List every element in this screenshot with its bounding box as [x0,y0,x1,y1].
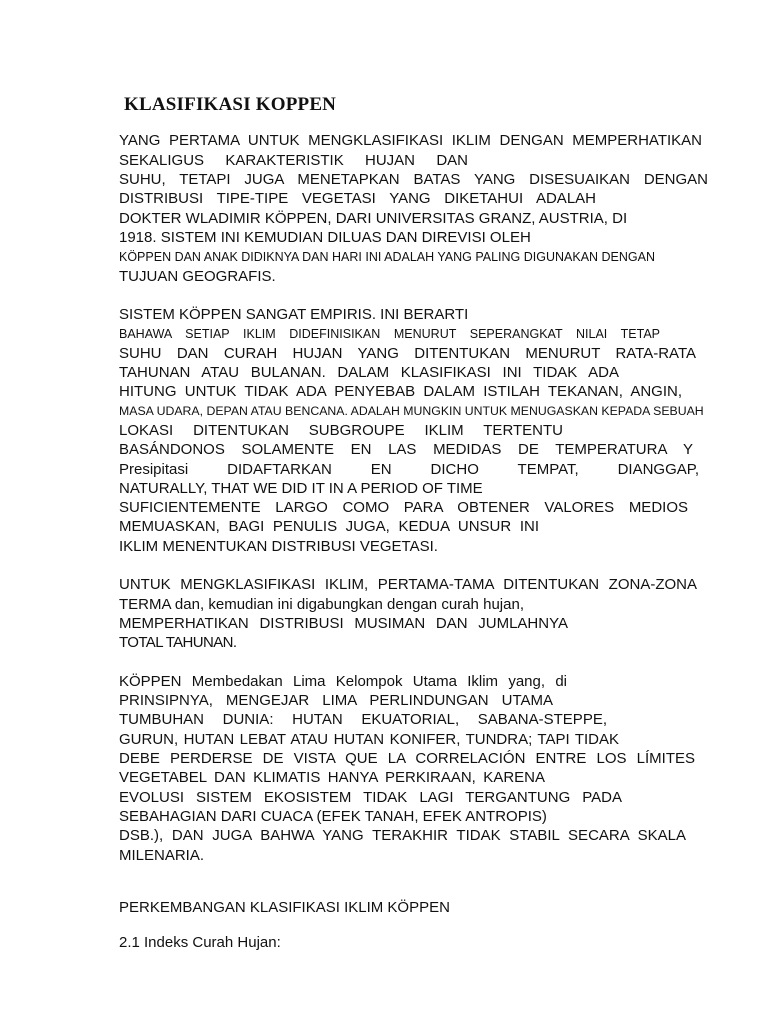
text-line: SUFICIENTEMENTE LARGO COMO PARA OBTENER VALORES MEDIOS [119,499,688,516]
text-line: HITUNG UNTUK TIDAK ADA PENYEBAB DALAM ISTILAH TEKANAN, ANGIN, [119,383,682,400]
text-line: PRINSIPNYA, MENGEJAR LIMA PERLINDUNGAN UTAMA [119,692,553,709]
text-line: MASA UDARA, DEPAN ATAU BENCANA. ADALAH MUNGKIN UNTUK MENUGASKAN KEPADA SEBUAH [119,404,704,418]
text-line: EVOLUSI SISTEM EKOSISTEM TIDAK LAGI TERGANTUNG PADA [119,789,622,806]
text-line: 1918. SISTEM INI KEMUDIAN DILUAS DAN DIREVISI OLEH [119,229,531,246]
text-line: SISTEM KÖPPEN SANGAT EMPIRIS. INI BERARTI [119,306,469,323]
text-line: SUHU DAN CURAH HUJAN YANG DITENTUKAN MENURUT RATA-RATA [119,345,696,362]
subsection-heading: 2.1 Indeks Curah Hujan: [119,934,281,951]
text-line: VEGETABEL DAN KLIMATIS HANYA PERKIRAAN, KARENA [119,769,545,786]
text-line: DISTRIBUSI TIPE-TIPE VEGETASI YANG DIKETAHUI ADALAH [119,190,596,207]
text-line: MEMPERHATIKAN DISTRIBUSI MUSIMAN DAN JUMLAHNYA [119,615,568,632]
text-line: DEBE PERDERSE DE VISTA QUE LA CORRELACIÓN ENTRE LOS LÍMITES [119,750,695,767]
text-line: MILENARIA. [119,847,205,864]
text-line: UNTUK MENGKLASIFIKASI IKLIM, PERTAMA-TAMA DITENTUKAN ZONA-ZONA [119,576,697,593]
text-line: SEKALIGUS KARAKTERISTIK HUJAN DAN [119,152,468,169]
text-line: BASÁNDONOS SOLAMENTE EN LAS MEDIDAS DE TEMPERATURA Y [119,441,693,458]
text-line: SEBAHAGIAN DARI CUACA (EFEK TANAH, EFEK ANTROPIS) [119,808,547,825]
text-line: NATURALLY, THAT WE DID IT IN A PERIOD OF TIME [119,480,483,497]
text-line: KÖPPEN DAN ANAK DIDIKNYA DAN HARI INI ADALAH YANG PALING DIGUNAKAN DENGAN [119,250,656,264]
text-line: GURUN, HUTAN LEBAT ATAU HUTAN KONIFER, TUNDRA; TAPI TIDAK [119,731,619,748]
section-heading: PERKEMBANGAN KLASIFIKASI IKLIM KÖPPEN [119,899,450,916]
text-line: TOTAL TAHUNAN. [119,634,237,651]
text-line: MEMUASKAN, BAGI PENULIS JUGA, KEDUA UNSUR INI [119,518,539,535]
text-line: TUJUAN GEOGRAFIS. [119,268,276,285]
text-line: TUMBUHAN DUNIA: HUTAN EKUATORIAL, SABANA-STEPPE, [119,711,607,728]
text-line: BAHAWA SETIAP IKLIM DIDEFINISIKAN MENURUT SEPERANGKAT NILAI TETAP [119,327,660,341]
text-line: TERMA dan, kemudian ini digabungkan dengan curah hujan, [119,596,524,613]
text-line: KÖPPEN Membedakan Lima Kelompok Utama Iklim yang, di [119,673,567,690]
text-line: SUHU, TETAPI JUGA MENETAPKAN BATAS YANG DISESUAIKAN DENGAN [119,171,708,188]
text-line: DSB.), DAN JUGA BAHWA YANG TERAKHIR TIDAK STABIL SECARA SKALA [119,827,686,844]
document-title: KLASIFIKASI KOPPEN [124,94,337,115]
text-line: DOKTER WLADIMIR KÖPPEN, DARI UNIVERSITAS GRANZ, AUSTRIA, DI [119,210,628,227]
text-line: IKLIM MENENTUKAN DISTRIBUSI VEGETASI. [119,538,438,555]
text-line: Presipitasi DIDAFTARKAN EN DICHO TEMPAT, DIANGGAP, [119,461,699,478]
text-line: LOKASI DITENTUKAN SUBGROUPE IKLIM TERTENTU [119,422,563,439]
text-line: YANG PERTAMA UNTUK MENGKLASIFIKASI IKLIM DENGAN MEMPERHATIKAN [119,132,702,149]
text-line: TAHUNAN ATAU BULANAN. DALAM KLASIFIKASI INI TIDAK ADA [119,364,619,381]
